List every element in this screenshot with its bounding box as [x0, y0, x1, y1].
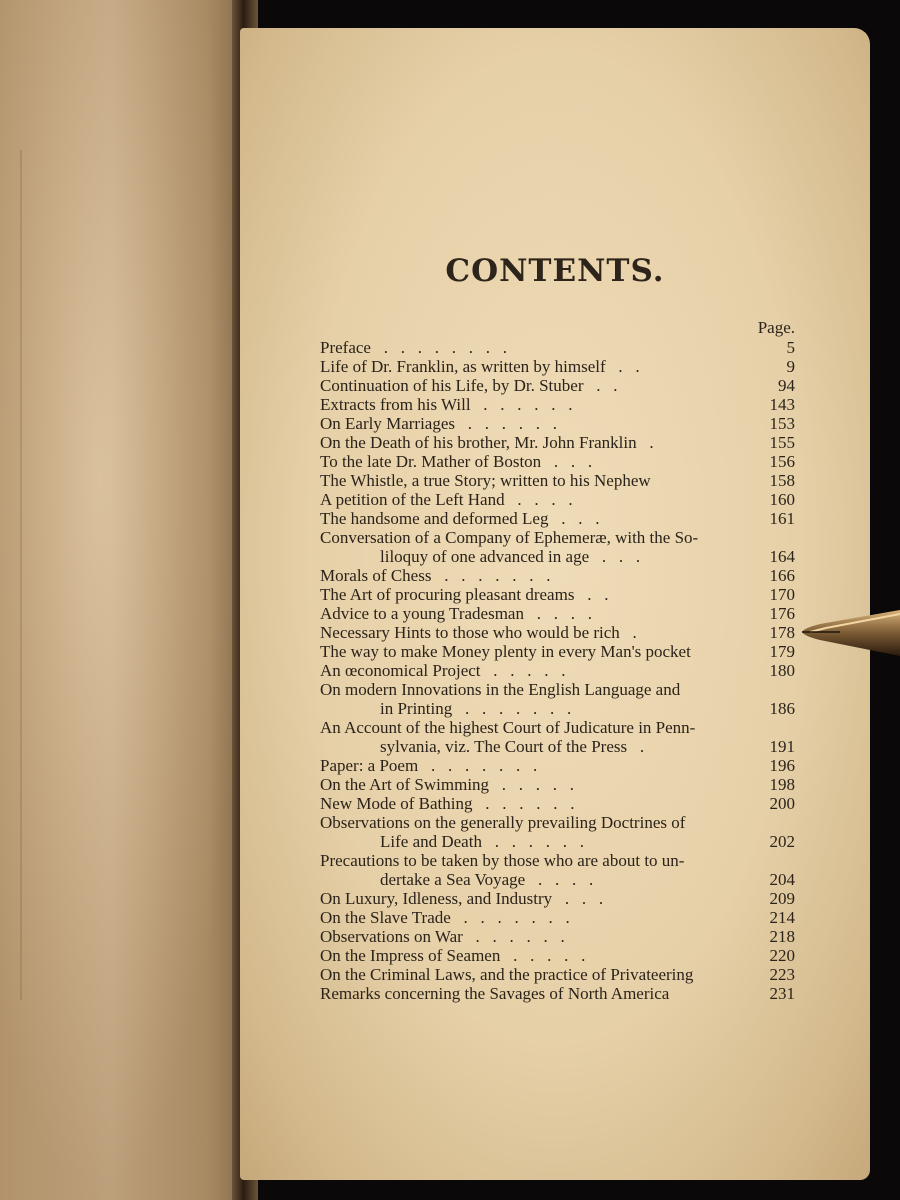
contents-entry-title: To the late Dr. Mather of Boston . . . — [320, 452, 593, 471]
contents-entry-page: 179 — [769, 642, 795, 661]
contents-entry-title: A petition of the Left Hand . . . . — [320, 490, 573, 509]
contents-entry — [320, 604, 795, 623]
contents-entry — [320, 433, 795, 452]
contents-entry — [320, 908, 795, 927]
pen-nib-icon — [800, 604, 900, 660]
contents-entry-title: On the Death of his brother, Mr. John Franklin . — [320, 433, 654, 452]
contents-entry-title: Remarks concerning the Savages of North America — [320, 984, 670, 1003]
contents-entry-page: 231 — [769, 984, 795, 1003]
contents-entry-page: 5 — [786, 338, 795, 357]
contents-entry-title: Precautions to be taken by those who are about to un- — [320, 851, 685, 870]
contents-entry — [320, 509, 795, 528]
contents-entry-title: liloquy of one advanced in age . . . — [380, 547, 641, 566]
contents-entry — [320, 395, 795, 414]
contents-entry-page: 158 — [769, 471, 795, 490]
contents-entry-page: 180 — [769, 661, 795, 680]
contents-entry — [320, 832, 795, 851]
contents-entry-page: 200 — [769, 794, 795, 813]
contents-entry-page: 155 — [769, 433, 795, 452]
contents-entry-page: 220 — [769, 946, 795, 965]
contents-entry — [320, 718, 795, 737]
contents-entry-title: On the Slave Trade . . . . . . . — [320, 908, 570, 927]
contents-entry-title: Continuation of his Life, by Dr. Stuber . . — [320, 376, 618, 395]
contents-entry-title: Necessary Hints to those who would be rich . — [320, 623, 637, 642]
contents-entry — [320, 813, 795, 832]
contents-entry-title: The handsome and deformed Leg . . . — [320, 509, 600, 528]
contents-entry-title: Paper: a Poem . . . . . . . — [320, 756, 538, 775]
page-column-label: Page. — [757, 318, 795, 337]
contents-entry-title: Life of Dr. Franklin, as written by himself . . — [320, 357, 640, 376]
contents-entry-page: 218 — [769, 927, 795, 946]
contents-list — [320, 338, 795, 1003]
contents-entry — [320, 851, 795, 870]
contents-entry-page: 198 — [769, 775, 795, 794]
contents-entry-page: 223 — [769, 965, 795, 984]
contents-entry-page: 94 — [778, 376, 795, 395]
contents-entry — [320, 661, 795, 680]
contents-entry-title: The Whistle, a true Story; written to his Nephew — [320, 471, 651, 490]
contents-entry-page: 204 — [769, 870, 795, 889]
contents-entry-page: 164 — [769, 547, 795, 566]
contents-entry — [320, 946, 795, 965]
contents-entry — [320, 794, 795, 813]
contents-entry-title: Observations on War . . . . . . — [320, 927, 565, 946]
contents-entry-page: 9 — [786, 357, 795, 376]
contents-entry — [320, 357, 795, 376]
contents-entry-title: Preface . . . . . . . . — [320, 338, 507, 357]
contents-entry-title: Conversation of a Company of Ephemeræ, with the So- — [320, 528, 699, 547]
contents-entry-title: The way to make Money plenty in every Man's pocket — [320, 642, 691, 661]
contents-entry-title: Advice to a young Tradesman . . . . — [320, 604, 592, 623]
contents-entry-title: Observations on the generally prevailing Doctrines of — [320, 813, 686, 832]
contents-entry — [320, 376, 795, 395]
contents-entry-title: in Printing . . . . . . . — [380, 699, 572, 718]
contents-entry-title: On Early Marriages . . . . . . — [320, 414, 558, 433]
contents-entry — [320, 566, 795, 585]
contents-entry-title: On the Impress of Seamen . . . . . — [320, 946, 586, 965]
contents-entry — [320, 984, 795, 1003]
contents-entry-title: On Luxury, Idleness, and Industry . . . — [320, 889, 604, 908]
contents-entry — [320, 642, 795, 661]
page-title: CONTENTS. — [445, 253, 665, 289]
contents-entry — [320, 965, 795, 984]
contents-entry — [320, 889, 795, 908]
contents-entry-page: 202 — [769, 832, 795, 851]
contents-entry — [320, 775, 795, 794]
contents-entry-page: 170 — [769, 585, 795, 604]
contents-entry — [320, 680, 795, 699]
contents-entry-title: dertake a Sea Voyage . . . . — [380, 870, 594, 889]
contents-entry-page: 178 — [769, 623, 795, 642]
contents-entry — [320, 471, 795, 490]
left-page — [0, 0, 246, 1200]
contents-entry — [320, 699, 795, 718]
contents-entry — [320, 338, 795, 357]
contents-entry-page: 153 — [769, 414, 795, 433]
contents-entry-title: Extracts from his Will . . . . . . — [320, 395, 573, 414]
page-crease — [20, 150, 22, 1000]
contents-entry — [320, 414, 795, 433]
contents-entry — [320, 585, 795, 604]
contents-entry-title: On modern Innovations in the English Language and — [320, 680, 681, 699]
contents-entry-title: On the Criminal Laws, and the practice of Privateering — [320, 965, 694, 984]
contents-entry-page: 143 — [769, 395, 795, 414]
contents-entry-title: Life and Death . . . . . . — [380, 832, 584, 851]
contents-entry — [320, 452, 795, 471]
contents-entry-title: On the Art of Swimming . . . . . — [320, 775, 575, 794]
contents-entry-title: sylvania, viz. The Court of the Press . — [380, 737, 645, 756]
contents-page — [240, 28, 870, 1180]
contents-entry — [320, 756, 795, 775]
contents-entry-page: 191 — [769, 737, 795, 756]
contents-entry-page: 160 — [769, 490, 795, 509]
contents-entry — [320, 623, 795, 642]
contents-entry-page: 214 — [769, 908, 795, 927]
contents-entry-title: An œconomical Project . . . . . — [320, 661, 566, 680]
contents-entry — [320, 547, 795, 566]
contents-entry-title: Morals of Chess . . . . . . . — [320, 566, 551, 585]
contents-entry — [320, 870, 795, 889]
contents-entry-page: 156 — [769, 452, 795, 471]
contents-entry — [320, 528, 795, 547]
contents-entry-page: 196 — [769, 756, 795, 775]
contents-entry-page: 209 — [769, 889, 795, 908]
contents-entry-page: 176 — [769, 604, 795, 623]
contents-entry — [320, 490, 795, 509]
contents-entry-title: The Art of procuring pleasant dreams . . — [320, 585, 609, 604]
contents-entry-page: 161 — [769, 509, 795, 528]
contents-entry-title: New Mode of Bathing . . . . . . — [320, 794, 575, 813]
contents-entry-page: 166 — [769, 566, 795, 585]
contents-entry — [320, 737, 795, 756]
contents-entry-page: 186 — [769, 699, 795, 718]
contents-entry-title: An Account of the highest Court of Judicature in Penn- — [320, 718, 696, 737]
contents-entry — [320, 927, 795, 946]
